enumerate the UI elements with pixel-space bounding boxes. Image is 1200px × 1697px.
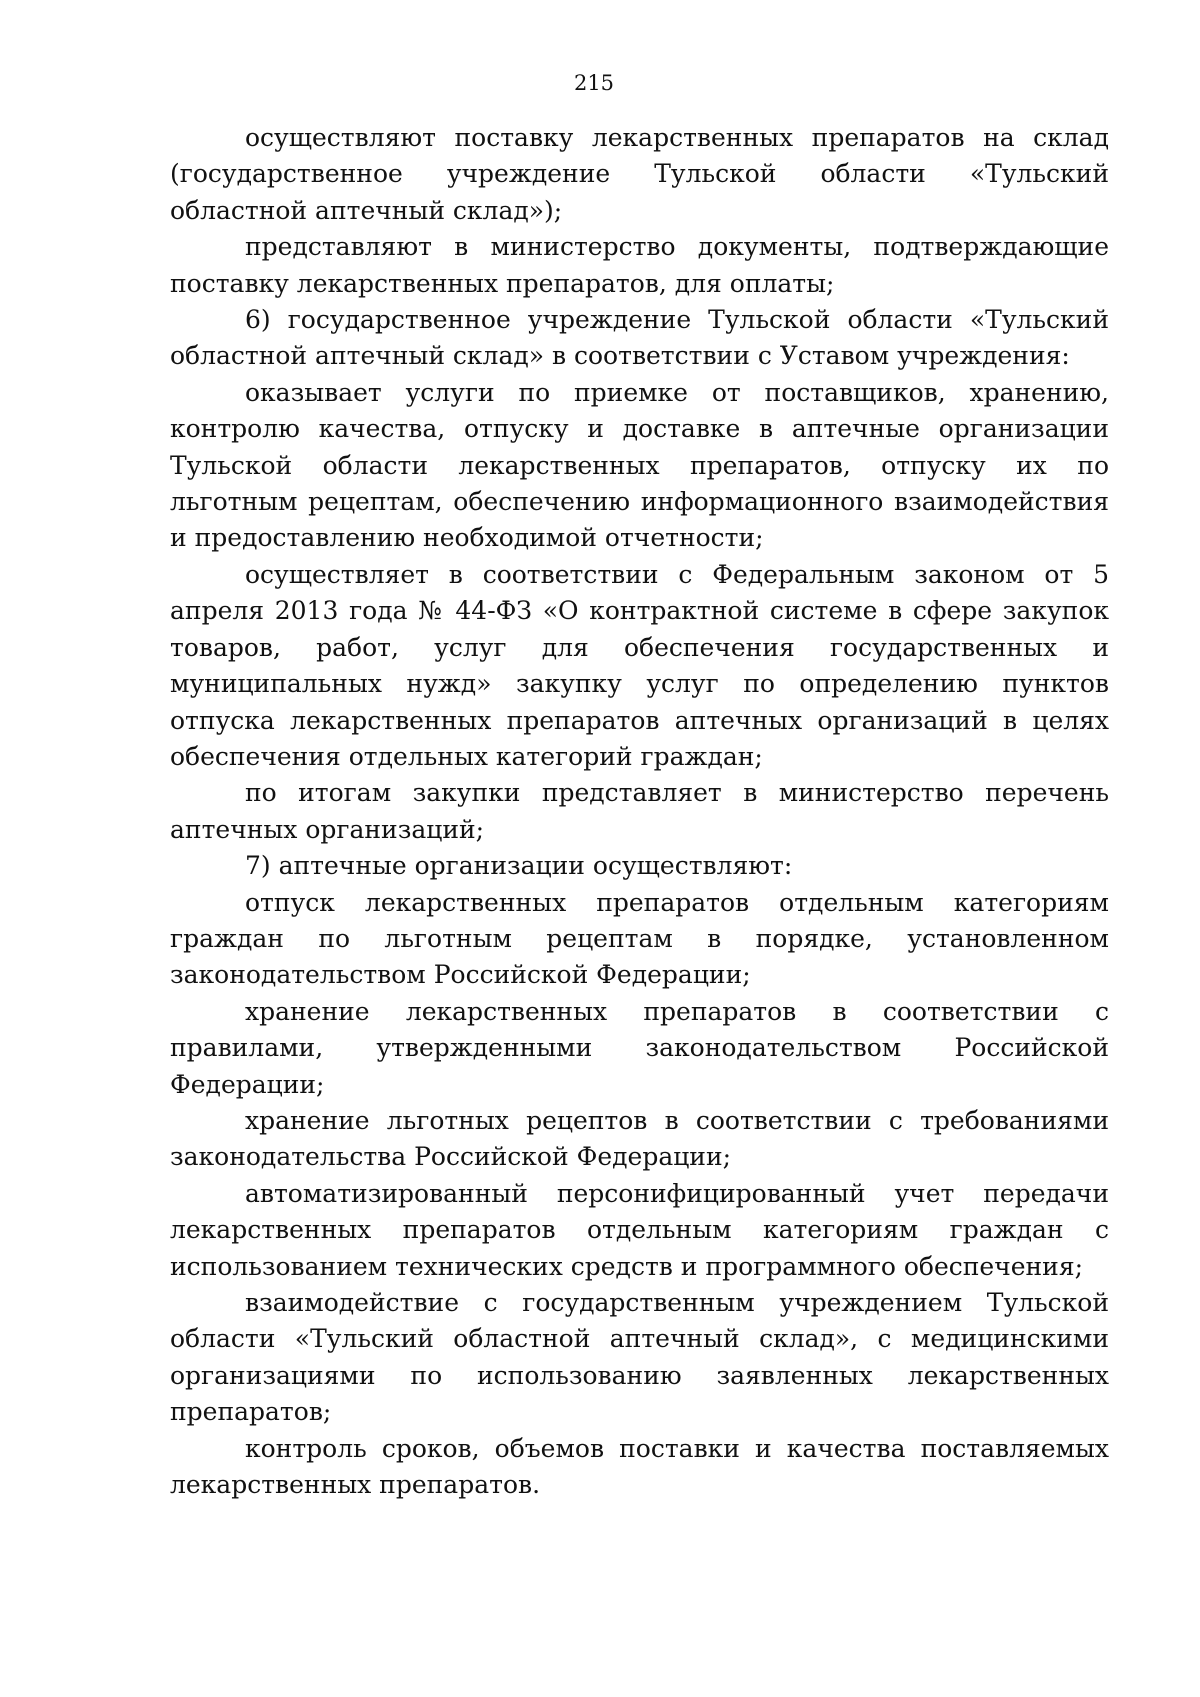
paragraph-item-7-pharmacies: 7) аптечные организации осуществляют: [245, 851, 793, 881]
paragraph-quality-control: контроль сроков, объемов поставки и качества поставляемых лекарственных препаратов. [170, 1433, 1109, 1500]
paragraph-dispensing: отпуск лекарственных препаратов отдельным категориям граждан по льготным рецептам в порядке, установленном законодательством Российской Федерации; [170, 887, 1109, 990]
paragraph-supply-to-warehouse: осуществляют поставку лекарственных препаратов на склад (государственное учреждение Тульской области «Тульский областной аптечный склад»); [170, 123, 1109, 225]
paragraph-procurement-law: осуществляет в соответствии с Федеральным законом от 5 апреля 2013 года № 44-ФЗ «О контрактной системе в сфере закупок товаров, работ, услуг для обеспечения государственных и муниципальных нужд» закупку услуг по определению пунктов отпуска лекарственных препаратов аптечных организаций в целях обеспечения отдельных категорий граждан; [170, 559, 1109, 771]
paragraph-procurement-results: по итогам закупки представляет в министерство перечень аптечных организаций; [170, 778, 1109, 844]
document-body [170, 120, 1109, 1503]
paragraph-item-6-warehouse: 6) государственное учреждение Тульской области «Тульский областной аптечный склад» в соответствии с Уставом учреждения: [170, 305, 1109, 371]
paragraph-storage-prescriptions: хранение льготных рецептов в соответствии с требованиями законодательства Российской Федерации; [170, 1105, 1109, 1172]
paragraph-automated-accounting: автоматизированный персонифицированный учет передачи лекарственных препаратов отдельным категориям граждан с использованием технических средств и программного обеспечения; [170, 1178, 1109, 1281]
paragraph-interaction: взаимодействие с государственным учреждением Тульской области «Тульский областной аптечный склад», с медицинскими организациями по использованию заявленных лекарственных препаратов; [170, 1288, 1109, 1427]
paragraph-submit-documents: представляют в министерство документы, подтверждающие поставку лекарственных препаратов, для оплаты; [170, 232, 1109, 298]
page-number: 215 [573, 71, 615, 95]
paragraph-storage-drugs: хранение лекарственных препаратов в соответствии с правилами, утвержденными законодательством Российской Федерации; [170, 996, 1109, 1099]
paragraph-warehouse-services: оказывает услуги по приемке от поставщиков, хранению, контролю качества, отпуску и доставке в аптечные организации Тульской области лекарственных препаратов, отпуску их по льготным рецептам, обеспечению информационного взаимодействия и предоставлению необходимой отчетности; [170, 377, 1109, 553]
